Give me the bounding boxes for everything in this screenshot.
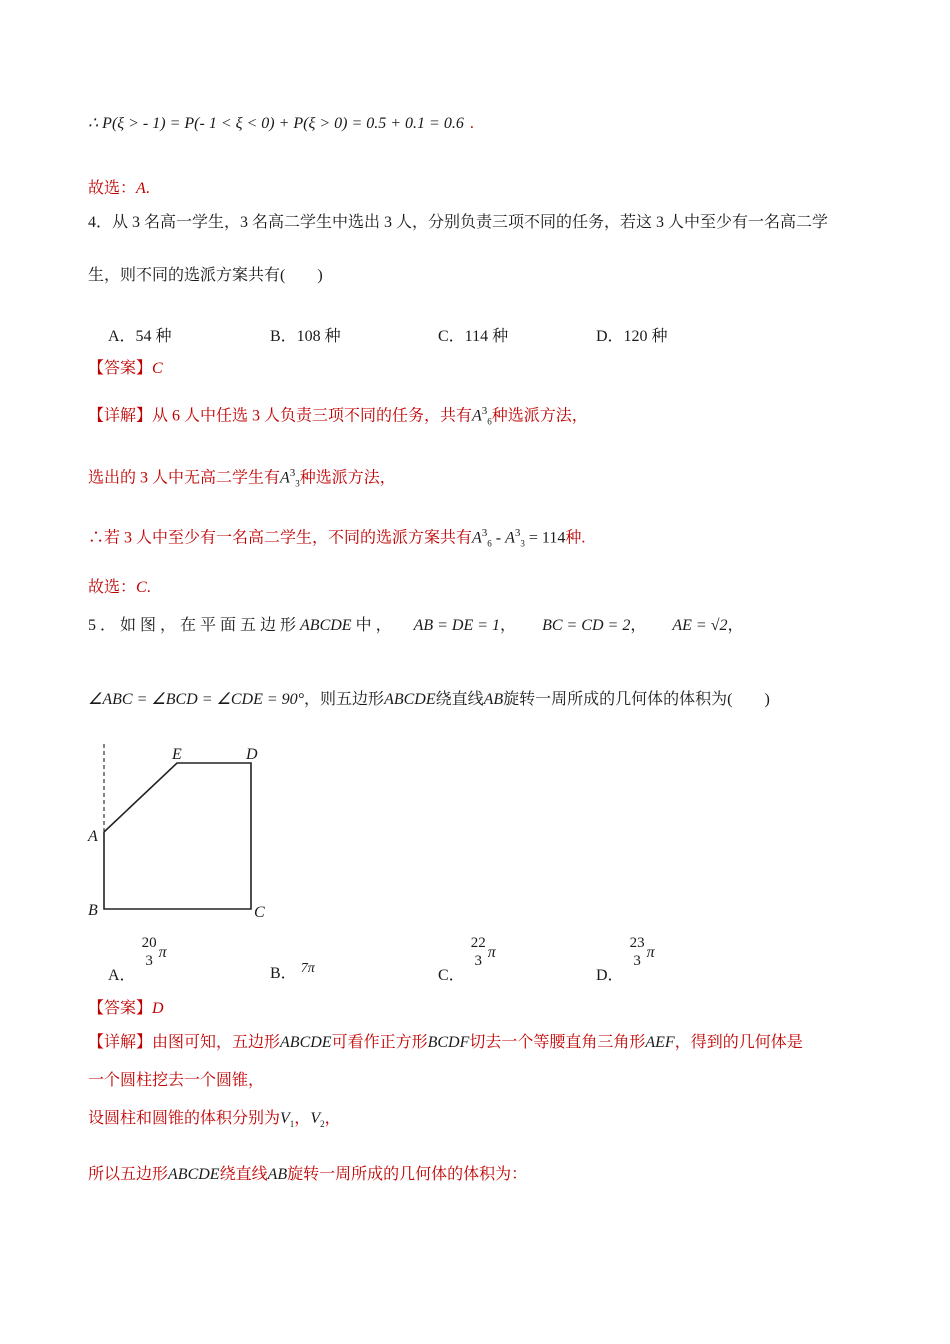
probability-equation: ∴ P(ξ > - 1) = P(- 1 < ξ < 0) + P(ξ > 0) = 0.5 + 0.1 = 0.6 [88, 115, 464, 132]
q4-option-a: A．54 种 [108, 328, 172, 345]
q4-detail-1: 【详解】从 6 人中任选 3 人负责三项不同的任务，共有$A^3_6$种选派方法， [88, 405, 588, 427]
q4-option-d: D．120 种 [596, 328, 668, 345]
q5-option-a: A． 20 3 π [108, 935, 167, 984]
fig-label-a: A [88, 828, 98, 845]
fig-label-c: C [254, 904, 265, 921]
q5-stem-line1: 5 ． 如 图 ， 在 平 面 五 边 形 ABCDE 中 ， AB = DE = 1， BC = CD = 2， AE = √2， [88, 617, 744, 634]
fig-label-b: B [88, 902, 98, 919]
trailing-dot: . [469, 115, 474, 132]
q4-stem-line2: 生，则不同的选派方案共有( ) [88, 267, 323, 284]
q4-answer-pick: 故选：C. [88, 579, 151, 596]
q5-option-b: B． 7π [270, 961, 315, 982]
q4-option-c: C．114 种 [438, 328, 509, 345]
prev-answer-pick: 故选：A. [88, 180, 150, 197]
q5-answer: 【答案】D [88, 1000, 164, 1017]
q5-option-c: C． 22 3 π [438, 935, 496, 984]
fig-label-d: D [246, 746, 258, 763]
probability-line [88, 113, 474, 135]
fig-label-e: E [172, 746, 182, 763]
q5-detail-4: 所以五边形ABCDE绕直线AB旋转一周所成的几何体的体积为： [88, 1166, 528, 1183]
q4-stem-line1: 4．从 3 名高一学生，3 名高二学生中选出 3 人，分别负责三项不同的任务，若这 3 人中至少有一名高二学 [88, 214, 829, 231]
pentagon-figure [80, 738, 280, 928]
q4-detail-2: 选出的 3 人中无高二学生有$A^3_3$种选派方法， [88, 467, 396, 489]
q4-option-b: B．108 种 [270, 328, 341, 345]
q5-detail-3: 设圆柱和圆锥的体积分别为$V_1$，$V_2$， [88, 1110, 341, 1130]
q5-detail-2: 一个圆柱挖去一个圆锥， [88, 1072, 265, 1089]
q4-detail-3: ∴若 3 人中至少有一名高二学生，不同的选派方案共有$A^3_6 - A^3_3 = 114$种. [88, 527, 586, 549]
q4-answer: 【答案】C [88, 360, 163, 377]
q5-option-d: D． 23 3 π [596, 935, 655, 984]
q5-detail-1: 【详解】由图可知，五边形ABCDE可看作正方形BCDF切去一个等腰直角三角形AEF，得到的几何体是 [88, 1034, 803, 1051]
pentagon-outline [104, 763, 251, 909]
q5-stem-line2: ∠ABC = ∠BCD = ∠CDE = 90°，则五边形ABCDE绕直线AB旋转一周所成的几何体的体积为( ) [88, 691, 770, 708]
